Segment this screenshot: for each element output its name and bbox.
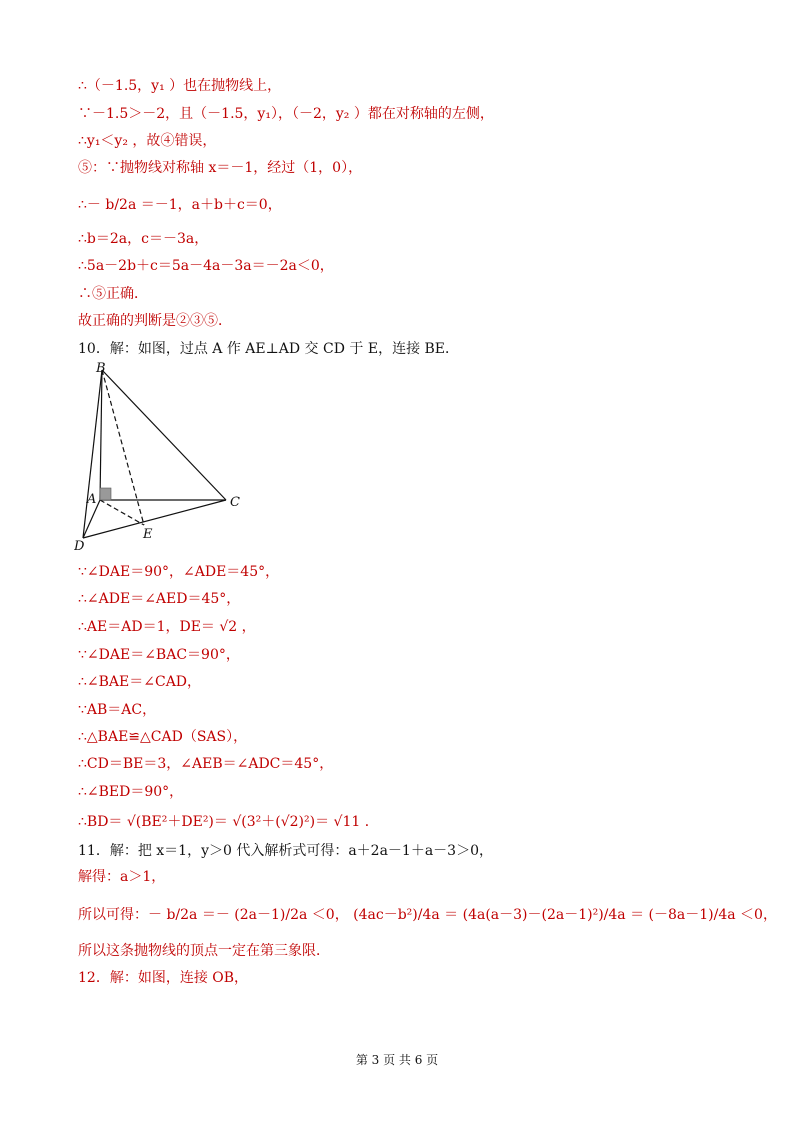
- edge-BE-dashed: [102, 370, 144, 525]
- label-C: C: [230, 495, 240, 510]
- solution-line-6: ∴b＝2a，c＝－3a，: [78, 231, 209, 247]
- solution-line-12: ∴AE＝AD＝1，DE＝ √2 ，: [78, 619, 256, 635]
- solution-line-5: ∴－ b/2a ＝－1，a＋b＋c＝0，: [78, 197, 282, 213]
- geometry-figure: [74, 360, 249, 555]
- problem-11-line-2: 解得：a＞1，: [78, 869, 166, 885]
- solution-line-15: ∵AB＝AC，: [78, 702, 157, 718]
- page-footer: 第 3 页 共 6 页: [355, 1053, 439, 1067]
- problem-11-line-1: 11．解：把 x＝1，y＞0 代入解析式可得：a＋2a－1＋a－3＞0，: [78, 843, 494, 859]
- solution-line-2: ∵－1.5＞－2，且（－1.5，y₁），（－2，y₂ ）都在对称轴的左侧，: [78, 106, 494, 122]
- problem-10-intro: 10．解：如图，过点 A 作 AE⊥AD 交 CD 于 E，连接 BE．: [78, 341, 460, 357]
- solution-line-16: ∴△BAE≌△CAD（SAS），: [78, 729, 248, 745]
- edge-DC: [83, 500, 226, 538]
- solution-line-17: ∴CD＝BE＝3，∠AEB＝∠ADC＝45°，: [78, 756, 334, 772]
- edge-AE-dashed: [100, 500, 144, 525]
- solution-line-11: ∴∠ADE＝∠AED＝45°，: [78, 591, 241, 607]
- edge-BC: [102, 370, 226, 500]
- label-E: E: [143, 527, 153, 542]
- solution-line-13: ∵∠DAE＝∠BAC＝90°，: [78, 647, 240, 663]
- label-B: B: [96, 361, 106, 376]
- solution-line-14: ∴∠BAE＝∠CAD，: [78, 674, 202, 690]
- solution-line-18: ∴∠BED＝90°，: [78, 784, 184, 800]
- label-A: A: [87, 492, 97, 507]
- solution-line-7: ∴5a－2b＋c＝5a－4a－3a＝－2a＜0，: [78, 258, 334, 274]
- problem-11-line-4: 所以这条抛物线的顶点一定在第三象限．: [78, 943, 330, 959]
- right-angle-mark: [100, 488, 111, 500]
- solution-line-3: ∴y₁＜y₂ ，故④错误，: [78, 133, 217, 149]
- problem-11-line-3: 所以可得：－ b/2a ＝－ (2a－1)/2a ＜0， (4ac－b²)/4a ＝ (4a(a－3)－(2a－1)²)/4a ＝ (－8a－1)/4a ＜0，: [78, 907, 777, 923]
- solution-line-4: ⑤：∵抛物线对称轴 x＝－1，经过（1，0），: [78, 160, 363, 176]
- solution-line-19: ∴BD＝ √(BE²＋DE²)＝ √(3²＋(√2)²)＝ √11 ．: [78, 814, 379, 830]
- problem-12-intro: 12．解：如图，连接 OB，: [78, 970, 249, 986]
- solution-line-1: ∴（－1.5，y₁ ）也在抛物线上，: [78, 78, 282, 94]
- label-D: D: [74, 539, 85, 554]
- solution-line-8: ∴⑤正确．: [78, 286, 148, 302]
- solution-line-10: ∵∠DAE＝90°，∠ADE＝45°，: [78, 564, 280, 580]
- solution-line-9: 故正确的判断是②③⑤．: [78, 313, 232, 329]
- edge-BD: [83, 370, 102, 538]
